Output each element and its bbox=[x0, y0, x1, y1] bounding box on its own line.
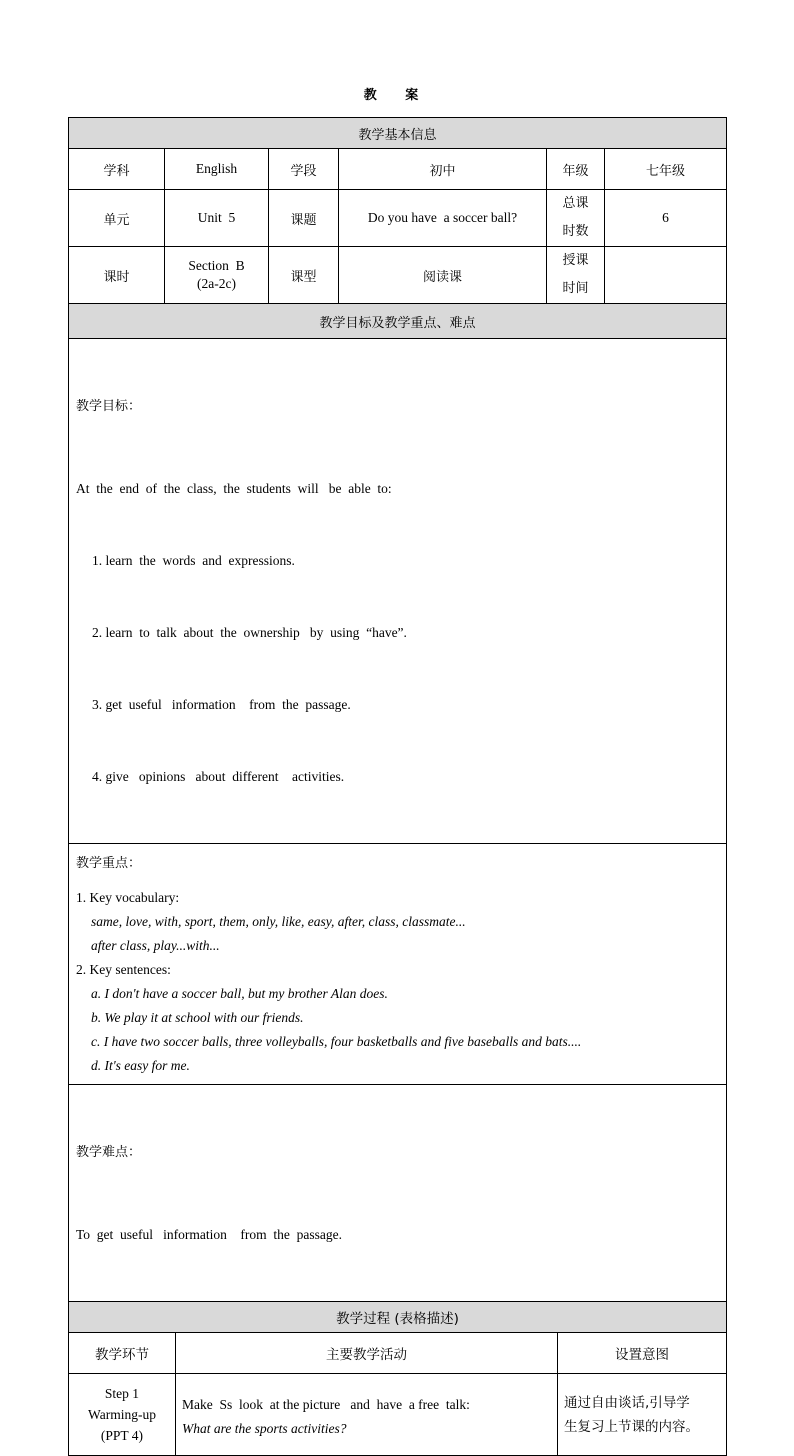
process-header: 教学过程 (表格描述) bbox=[69, 1302, 727, 1333]
key-sentence: d. It's easy for me. bbox=[91, 1058, 190, 1073]
lesson-type-label: 课型 bbox=[269, 247, 339, 304]
purpose-line: 生复习上节课的内容。 bbox=[564, 1418, 699, 1435]
activity-cell bbox=[176, 1374, 558, 1456]
teaching-goals-cell bbox=[69, 339, 727, 844]
period-value-line1: Section B bbox=[188, 258, 245, 273]
goal-item: 1. learn the words and expressions. bbox=[92, 553, 295, 568]
key-sentence: c. I have two soccer balls, three volleyballs, four basketballs and five baseballs and bats.... bbox=[91, 1034, 582, 1049]
difficulty-label: 教学难点： bbox=[76, 1145, 142, 1160]
activity-line: Make Ss look at the picture and have a free talk: bbox=[182, 1397, 470, 1412]
goal-item: 2. learn to talk about the ownership by using “have”. bbox=[92, 625, 407, 640]
key-points-cell bbox=[69, 844, 727, 1085]
difficulty-text: To get useful information from the passage. bbox=[76, 1227, 342, 1242]
teaching-time-label bbox=[547, 247, 605, 304]
unit-value: Unit 5 bbox=[165, 190, 269, 247]
basic-info-table bbox=[68, 117, 727, 1302]
step-name: Warming-up bbox=[88, 1407, 156, 1422]
grade-label: 年级 bbox=[547, 149, 605, 190]
process-table bbox=[68, 1301, 727, 1456]
step-slide-ref: (PPT 4) bbox=[100, 1428, 144, 1443]
teaching-goals-label: 教学目标： bbox=[76, 399, 142, 414]
difficulty-cell bbox=[69, 1085, 727, 1302]
table-row bbox=[69, 1374, 727, 1456]
objectives-header: 教学目标及教学重点、难点 bbox=[69, 304, 727, 339]
subject-value: English bbox=[165, 149, 269, 190]
key-points-label: 教学重点： bbox=[76, 856, 142, 871]
goal-item: 4. give opinions about different activities. bbox=[92, 769, 345, 784]
purpose-cell bbox=[558, 1374, 727, 1456]
goal-item: 3. get useful information from the passage. bbox=[92, 697, 351, 712]
topic-value: Do you have a soccer ball? bbox=[339, 190, 547, 247]
total-hours-label-line1: 总课 bbox=[562, 196, 589, 211]
total-hours-label bbox=[547, 190, 605, 247]
key-sentences-heading: 2. Key sentences: bbox=[76, 962, 171, 977]
period-value bbox=[165, 247, 269, 304]
total-hours-label-line2: 时数 bbox=[562, 224, 589, 239]
step-column-header: 教学环节 bbox=[69, 1333, 176, 1374]
subject-label: 学科 bbox=[69, 149, 165, 190]
stage-value: 初中 bbox=[339, 149, 547, 190]
period-label: 课时 bbox=[69, 247, 165, 304]
lesson-plan-table bbox=[68, 117, 726, 1456]
purpose-column-header: 设置意图 bbox=[558, 1333, 727, 1374]
basic-info-header: 教学基本信息 bbox=[69, 118, 727, 149]
key-sentence: a. I don't have a soccer ball, but my brother Alan does. bbox=[91, 986, 388, 1001]
period-value-line2: (2a-2c) bbox=[197, 276, 236, 291]
activity-column-header: 主要教学活动 bbox=[176, 1333, 558, 1374]
lesson-type-value: 阅读课 bbox=[339, 247, 547, 304]
teaching-time-label-line2: 时间 bbox=[562, 281, 589, 296]
teaching-time-value bbox=[605, 247, 727, 304]
purpose-line: 通过自由谈话,引导学 bbox=[564, 1394, 690, 1411]
activity-question: What are the sports activities? bbox=[182, 1421, 347, 1436]
unit-label: 单元 bbox=[69, 190, 165, 247]
step-number: Step 1 bbox=[104, 1386, 140, 1401]
teaching-time-label-line1: 授课 bbox=[562, 253, 589, 268]
stage-label: 学段 bbox=[269, 149, 339, 190]
key-vocabulary-heading: 1. Key vocabulary: bbox=[76, 890, 180, 905]
key-sentence: b. We play it at school with our friends. bbox=[91, 1010, 304, 1025]
total-hours-value: 6 bbox=[605, 190, 727, 247]
document-title: 教 案 bbox=[363, 88, 431, 103]
teaching-goals-intro: At the end of the class, the students will be able to: bbox=[76, 481, 392, 496]
key-vocabulary-line: same, love, with, sport, them, only, like, easy, after, class, classmate... bbox=[91, 914, 466, 929]
topic-label: 课题 bbox=[269, 190, 339, 247]
step-cell bbox=[69, 1374, 176, 1456]
grade-value: 七年级 bbox=[605, 149, 727, 190]
key-vocabulary-line: after class, play...with... bbox=[91, 938, 220, 953]
